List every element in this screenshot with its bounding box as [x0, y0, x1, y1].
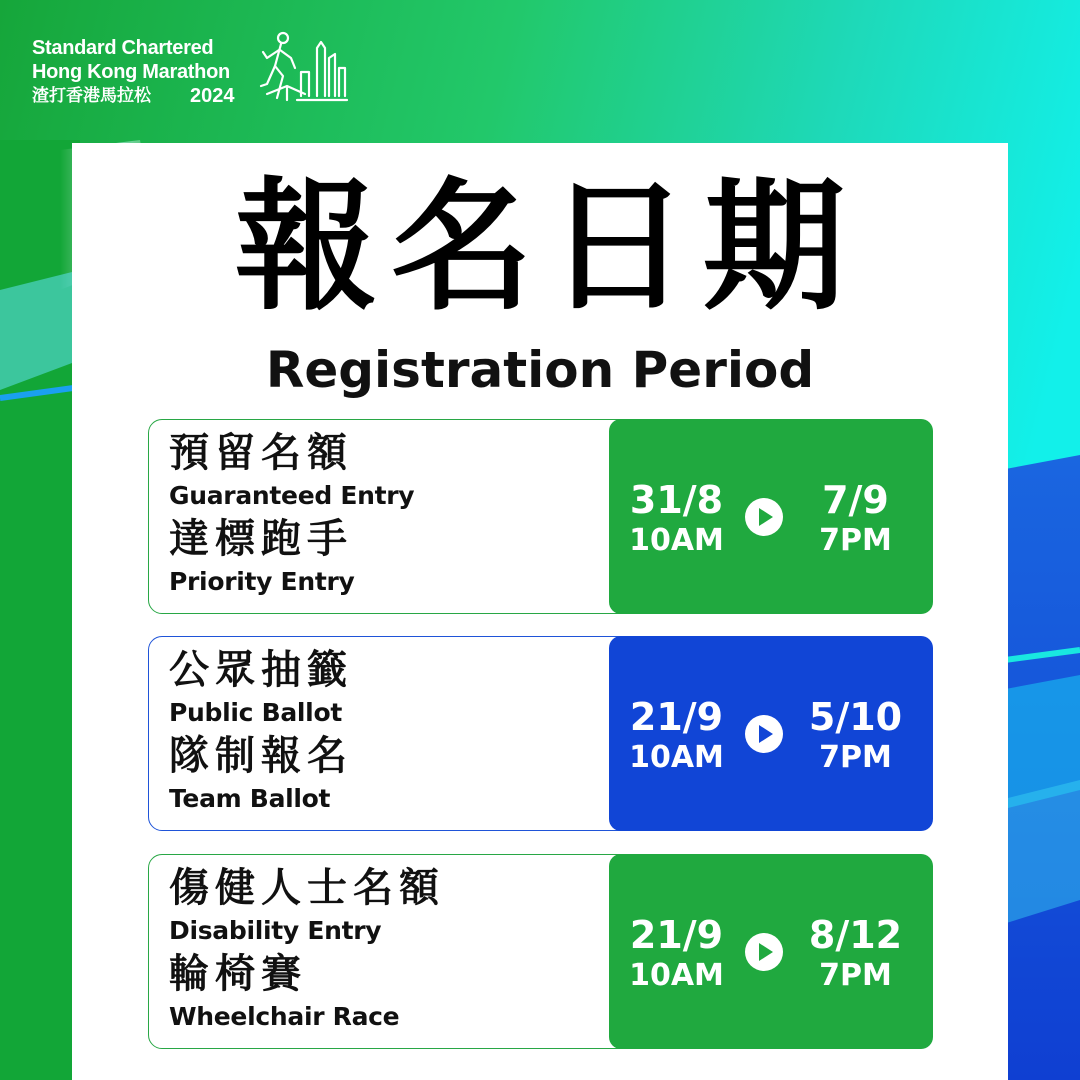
entry-subtitle-en: Priority Entry	[169, 567, 355, 596]
logo-line-zh: 渣打香港馬拉松	[32, 86, 151, 106]
event-logo	[32, 36, 362, 116]
entry-labels	[169, 645, 609, 817]
runner-skyline-icon	[257, 28, 349, 108]
end-datetime	[796, 696, 916, 778]
date-range-panel	[609, 419, 933, 614]
play-icon	[745, 498, 783, 536]
entry-labels	[169, 863, 609, 1035]
play-icon	[745, 933, 783, 971]
logo-line-2: Hong Kong Marathon	[32, 61, 230, 83]
end-time: 7PM	[819, 739, 892, 775]
date-range-panel	[609, 636, 933, 831]
start-date: 31/8	[629, 477, 724, 522]
entry-title-en: Disability Entry	[169, 916, 382, 945]
start-time: 10AM	[629, 739, 724, 775]
end-date: 7/9	[822, 477, 889, 522]
title-english: Registration Period	[265, 341, 815, 399]
entry-subtitle-en: Wheelchair Race	[169, 1002, 400, 1031]
entry-subtitle-en: Team Ballot	[169, 784, 331, 813]
end-datetime	[796, 479, 916, 561]
entry-title-en: Guaranteed Entry	[169, 481, 415, 510]
logo-line-1: Standard Chartered	[32, 37, 214, 59]
entry-row-disability	[148, 854, 932, 1049]
start-datetime	[617, 696, 737, 778]
start-datetime	[617, 479, 737, 561]
end-time: 7PM	[819, 522, 892, 558]
entry-subtitle-zh: 達標跑手	[169, 516, 353, 562]
entry-labels	[169, 428, 609, 600]
entry-row-guaranteed	[148, 419, 932, 614]
end-date: 8/12	[808, 912, 903, 957]
date-range-panel	[609, 854, 933, 1049]
end-datetime	[796, 914, 916, 996]
end-time: 7PM	[819, 957, 892, 993]
entry-title-zh: 公眾抽籤	[169, 647, 353, 693]
start-time: 10AM	[629, 522, 724, 558]
start-date: 21/9	[629, 694, 724, 739]
start-date: 21/9	[629, 912, 724, 957]
logo-year: 2024	[190, 85, 235, 107]
title-chinese: 報名日期	[235, 165, 859, 330]
start-datetime	[617, 914, 737, 996]
entry-subtitle-zh: 隊制報名	[169, 733, 353, 779]
end-date: 5/10	[808, 694, 903, 739]
play-icon	[745, 715, 783, 753]
start-time: 10AM	[629, 957, 724, 993]
entry-row-ballot	[148, 636, 932, 831]
entry-title-zh: 傷健人士名額	[169, 865, 445, 911]
entry-subtitle-zh: 輪椅賽	[169, 951, 307, 997]
entry-title-zh: 預留名額	[169, 430, 353, 476]
entry-title-en: Public Ballot	[169, 698, 342, 727]
